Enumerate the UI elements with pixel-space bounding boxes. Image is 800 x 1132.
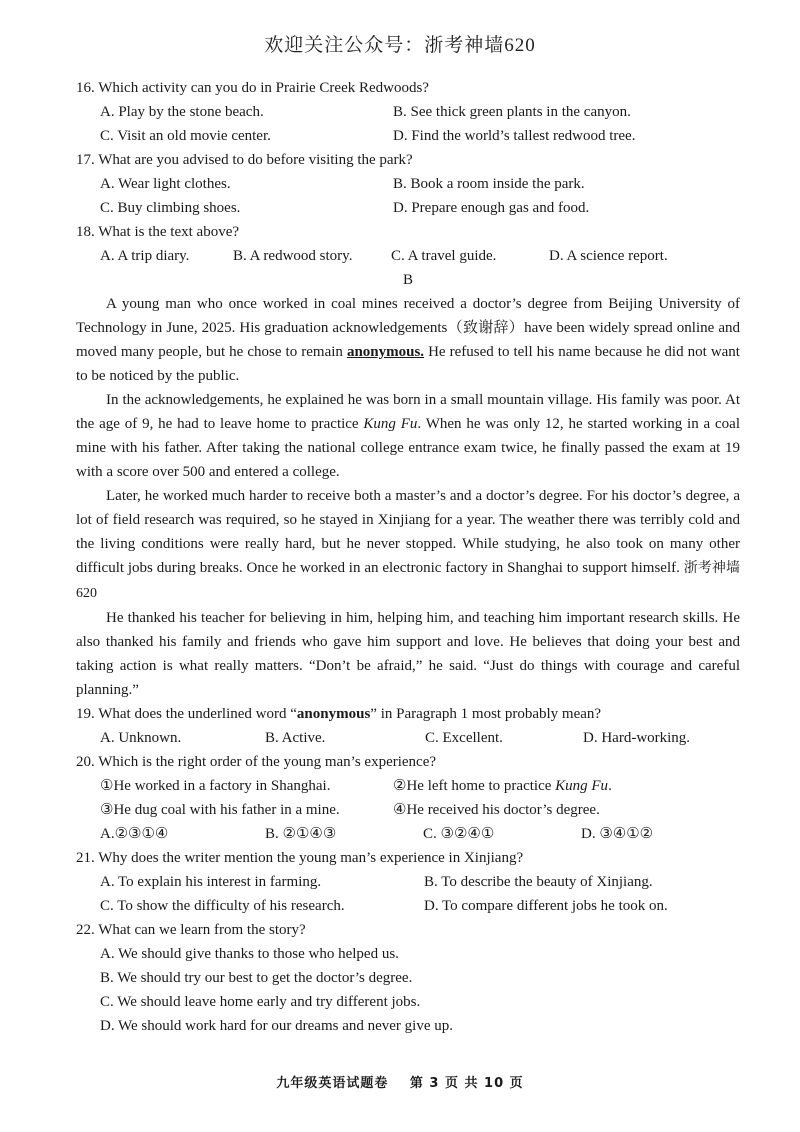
option: C. A travel guide. [391, 248, 497, 264]
option: A. We should give thanks to those who helped us. [100, 946, 399, 962]
question-stem: 20. Which is the right order of the young man’s experience? [76, 754, 437, 770]
option: D. To compare different jobs he took on. [424, 898, 668, 914]
page-footer [0, 1072, 800, 1096]
event-text: . [608, 778, 612, 794]
option: D. ③④①② [581, 826, 654, 842]
option: C. ③②④① [423, 826, 495, 842]
option: B. Active. [265, 730, 326, 746]
option: D. We should work hard for our dreams and never give up. [100, 1018, 454, 1034]
option-list [76, 942, 740, 1038]
question-stem [76, 702, 740, 726]
option-list [76, 870, 740, 918]
event-item: ③He dug coal with his father in a mine. [100, 802, 340, 818]
passage-text: In the acknowledgements, he explained he was born in a small mountain village. His family was poor. At the age of 9, he had to leave home to practice [76, 392, 740, 432]
question-stem: 21. Why does the writer mention the young man’s experience in Xinjiang? [76, 850, 524, 866]
event-item: ④He received his doctor’s degree. [393, 802, 600, 818]
question-stem: 17. What are you advised to do before visiting the park? [76, 152, 413, 168]
option-list [76, 244, 740, 268]
question-stem: 18. What is the text above? [76, 224, 240, 240]
option: C. To show the difficulty of his research. [100, 898, 345, 914]
passage-text: . When he was only 12, he started working in a coal mine with his father. After taking the national college entrance exam twice, he finally passed the exam at 19 with a score over 500 and entered a college. [76, 416, 740, 480]
passage-paragraph [76, 484, 740, 606]
exam-title: 九年级英语试题卷 [276, 1076, 389, 1091]
option: D. A science report. [549, 248, 668, 264]
passage-text: Later, he worked much harder to receive both a master’s and a doctor’s degree. For his doctor’s degree, a lot of field research was required, so he stayed in Xinjiang for a year. The weather there was terribly cold and the living conditions were really hard, but he never stopped. While studying, he also took on many other difficult jobs during breaks. Once he worked in an electronic factory in Shanghai to support himself. [76, 488, 740, 576]
stem-text: 19. What does the underlined word “ [76, 706, 297, 722]
italic-term: Kung Fu [363, 416, 418, 432]
option: B. A redwood story. [233, 248, 353, 264]
option: C. Visit an old movie center. [100, 128, 271, 144]
option: A. A trip diary. [100, 248, 190, 264]
option: B. ②①④③ [265, 826, 337, 842]
option: D. Prepare enough gas and food. [393, 200, 590, 216]
option-list [76, 172, 740, 220]
option: D. Hard-working. [583, 730, 691, 746]
italic-term: Kung Fu [555, 778, 609, 794]
option: A.②③①④ [100, 826, 169, 842]
watermark-tag: 浙考神墙620 [76, 561, 741, 601]
exam-content [76, 76, 740, 1038]
passage-paragraph [76, 388, 740, 484]
passage-paragraph [76, 292, 740, 388]
option-list [76, 726, 740, 750]
question-stem: 16. Which activity can you do in Prairie Creek Redwoods? [76, 80, 429, 96]
option: A. To explain his interest in farming. [100, 874, 322, 890]
event-item: ①He worked in a factory in Shanghai. [100, 778, 331, 794]
option: B. To describe the beauty of Xinjiang. [424, 874, 653, 890]
stem-keyword: anonymous [296, 706, 371, 722]
page-number: 第 3 页 共 10 页 [409, 1076, 524, 1091]
passage-paragraph: He thanked his teacher for believing in him, helping him, and teaching him important research skills. He also thanked his family and friends who gave him support and love. He believes that doing your best and taking action is what really matters. “Don’t be afraid,” he said. “Just do things with courage and careful planning.” [76, 610, 740, 698]
event-list [76, 774, 740, 822]
option: C. Buy climbing shoes. [100, 200, 241, 216]
underlined-keyword: anonymous. [346, 344, 425, 360]
option-list [76, 822, 740, 846]
option: B. Book a room inside the park. [393, 176, 585, 192]
option: B. See thick green plants in the canyon. [393, 104, 631, 120]
page-header: 欢迎关注公众号：浙考神墙620 [264, 35, 536, 56]
event-text: ②He left home to practice [393, 778, 556, 794]
option: C. We should leave home early and try different jobs. [100, 994, 421, 1010]
option: B. We should try our best to get the doctor’s degree. [100, 970, 413, 986]
passage-text: A young man who once worked in coal mines received a doctor’s degree from Beijing University of Technology in June, 2025. His graduation acknowledgements（致谢辞）have been widely spread online and moved many people, but he chose to remain [76, 296, 740, 360]
option: C. Excellent. [425, 730, 503, 746]
passage-text: He refused to tell his name because he did not want to be noticed by the public. [76, 344, 740, 384]
event-item [393, 774, 740, 798]
option: A. Play by the stone beach. [100, 104, 264, 120]
question-stem: 22. What can we learn from the story? [76, 922, 306, 938]
option: A. Unknown. [100, 730, 182, 746]
option-list [76, 100, 740, 148]
stem-text: ” in Paragraph 1 most probably mean? [370, 706, 602, 722]
section-heading: B [402, 272, 413, 288]
option: A. Wear light clothes. [100, 176, 231, 192]
option: D. Find the world’s tallest redwood tree. [393, 128, 636, 144]
